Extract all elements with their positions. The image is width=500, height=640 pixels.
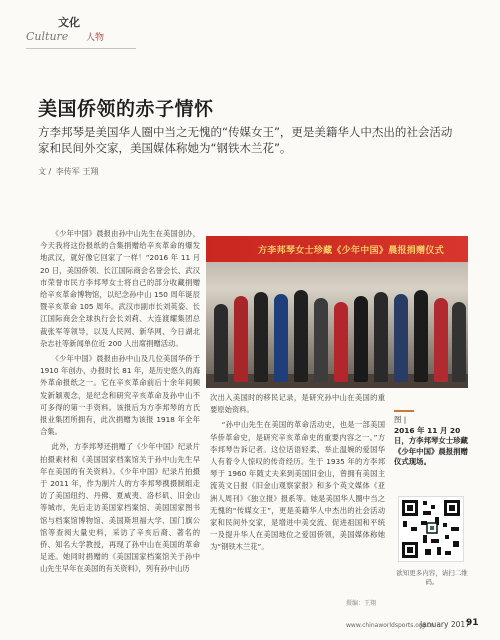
body-paragraph: 此外，方李邦琴还捐赠了《少年中国》纪录片拍摄素材和《美国国家档案馆关于孙中山先生早年在美国的有关资料》。《少年中国》纪录片拍摄于 2011 年，作为制片人的方李邦琴携摄制组走访了美国纽约、丹佛、夏威夷、洛杉矶、旧金山等城市，先后走访美国家档案馆、美国国家图书馆与档案馆博物馆、美国斯坦福大学、国门旗公馆等查阅大量史料，采访了辛亥后裔、著名的侨、知名大学教授，再现了孙中山在美国的革命足迹。她同时捐赠的《美国国家档案馆关于孙中山先生早年在美国的有关资料》，列有孙中山历	[40, 442, 200, 574]
caption-prefix: 图 |	[394, 415, 407, 424]
section-header	[26, 14, 136, 58]
person-figure	[254, 292, 268, 382]
body-paragraph: “孙中山先生在美国的革命活动史，也是一部美国华侨革命史，是研究辛亥革命史的重要内容之一。”方李邦琴告诉记者。这位话语轻柔、举止温婉的爱国华人有着令人惊叹的传奇经历。生于 1935 年的方李邦琴于 1960 年随丈夫来到美国旧金山，曾拥有美国主流英文日报《旧金山观察家报》和多个英文媒体《亚洲人周刊》《独立报》报系等。她是美国华人圈中当之无愧的“传媒女王”，更是美籍华人中杰出的社会活动家和民间外交家，是增进中美交流、促进祖国和平统一及提升华人在美国地位之爱国侨领，美国媒体称她为“钢铁木兰花”。	[210, 420, 385, 552]
person-figure	[314, 298, 328, 382]
body-paragraph: 次出入美国时的移民记录，是研究孙中山在美国的重要原始资料。	[210, 393, 385, 415]
person-figure	[374, 292, 388, 382]
event-photo	[206, 236, 468, 388]
photo-banner-text: 方李邦琴女士珍藏《少年中国》晨报捐赠仪式	[258, 246, 445, 256]
byline-names: 李传军 王翔	[55, 167, 99, 176]
person-figure	[274, 294, 288, 382]
article-byline	[38, 166, 98, 177]
person-figure	[394, 294, 408, 382]
photo-credit: 摄编：王翔	[346, 600, 377, 607]
qr-code-graphic	[399, 497, 463, 561]
article-body-left-column	[40, 228, 200, 579]
person-figure	[234, 296, 248, 382]
caption-text: 2016 年 11 月 20 日，方李邦琴女士珍藏《少年中国》晨报捐赠仪式现场。	[394, 425, 468, 466]
person-figure	[452, 302, 466, 382]
article-title: 美国侨领的赤子情怀	[38, 98, 214, 120]
person-figure	[434, 298, 448, 382]
section-divider	[26, 48, 136, 49]
section-label-cn: 文化	[58, 16, 80, 29]
qr-code[interactable]	[398, 496, 464, 562]
person-figure	[294, 290, 308, 382]
article-deck: 方李邦琴是美国华人圈中当之无愧的“传媒女王”，更是美籍华人中杰出的社会活动家和民间外交家，美国媒体称她为“钢铁木兰花”。	[38, 125, 453, 155]
caption-rule	[394, 410, 414, 412]
body-paragraph: 《少年中国》晨报由孙中山先生在美国创办，今天我将这份报纸的合集捐赠给辛亥革命的爆发地武汉，就好像它回家了一样！”2016 年 11 月 20 日，美国侨领、长江国际商会名誉会长、武汉市荣誉市民方李邦琴女士将自己的部分收藏捐赠给辛亥革命博物馆，以纪念孙中山 150 周年诞辰暨辛亥革命 105 周年。武汉市副市长刘英姿、长江国际商会全球执行会长刘莉、大连渡耀集团总裁张军等领导，以及人民网、新华网、今日湖北杂志社等新闻单位近 200 人出席捐赠活动。	[40, 229, 200, 348]
section-label-en: Culture	[26, 30, 69, 43]
person-figure	[214, 304, 228, 382]
page-number: 91	[466, 618, 479, 628]
footer-url: www.chinaworldsports.org.cn	[346, 622, 435, 629]
qr-caption: 欲知更多内容，请扫二维码。	[396, 569, 468, 586]
article-body-mid-column	[210, 392, 385, 557]
person-figure	[334, 302, 348, 382]
footer-date: January 2017	[420, 620, 470, 629]
section-sub-label: 人物	[86, 33, 105, 43]
body-paragraph: 《少年中国》晨报由孙中山及几位美国华侨于 1910 年创办，办报时长 81 年，是历史悠久的海外革命报纸之一。它在辛亥革命前后十余年间频发新颖观念，是纪念和研究辛亥革命及孙中山不可多得的第一手资料。该报后为方李邦琴的方氏报业集团所拥有，此次捐赠为该报 1918 年全年合集。	[40, 354, 200, 437]
photo-caption	[394, 410, 468, 468]
byline-prefix: 文 /	[38, 167, 52, 176]
person-figure	[414, 290, 428, 382]
person-figure	[354, 296, 368, 382]
photo-banner	[206, 236, 468, 262]
